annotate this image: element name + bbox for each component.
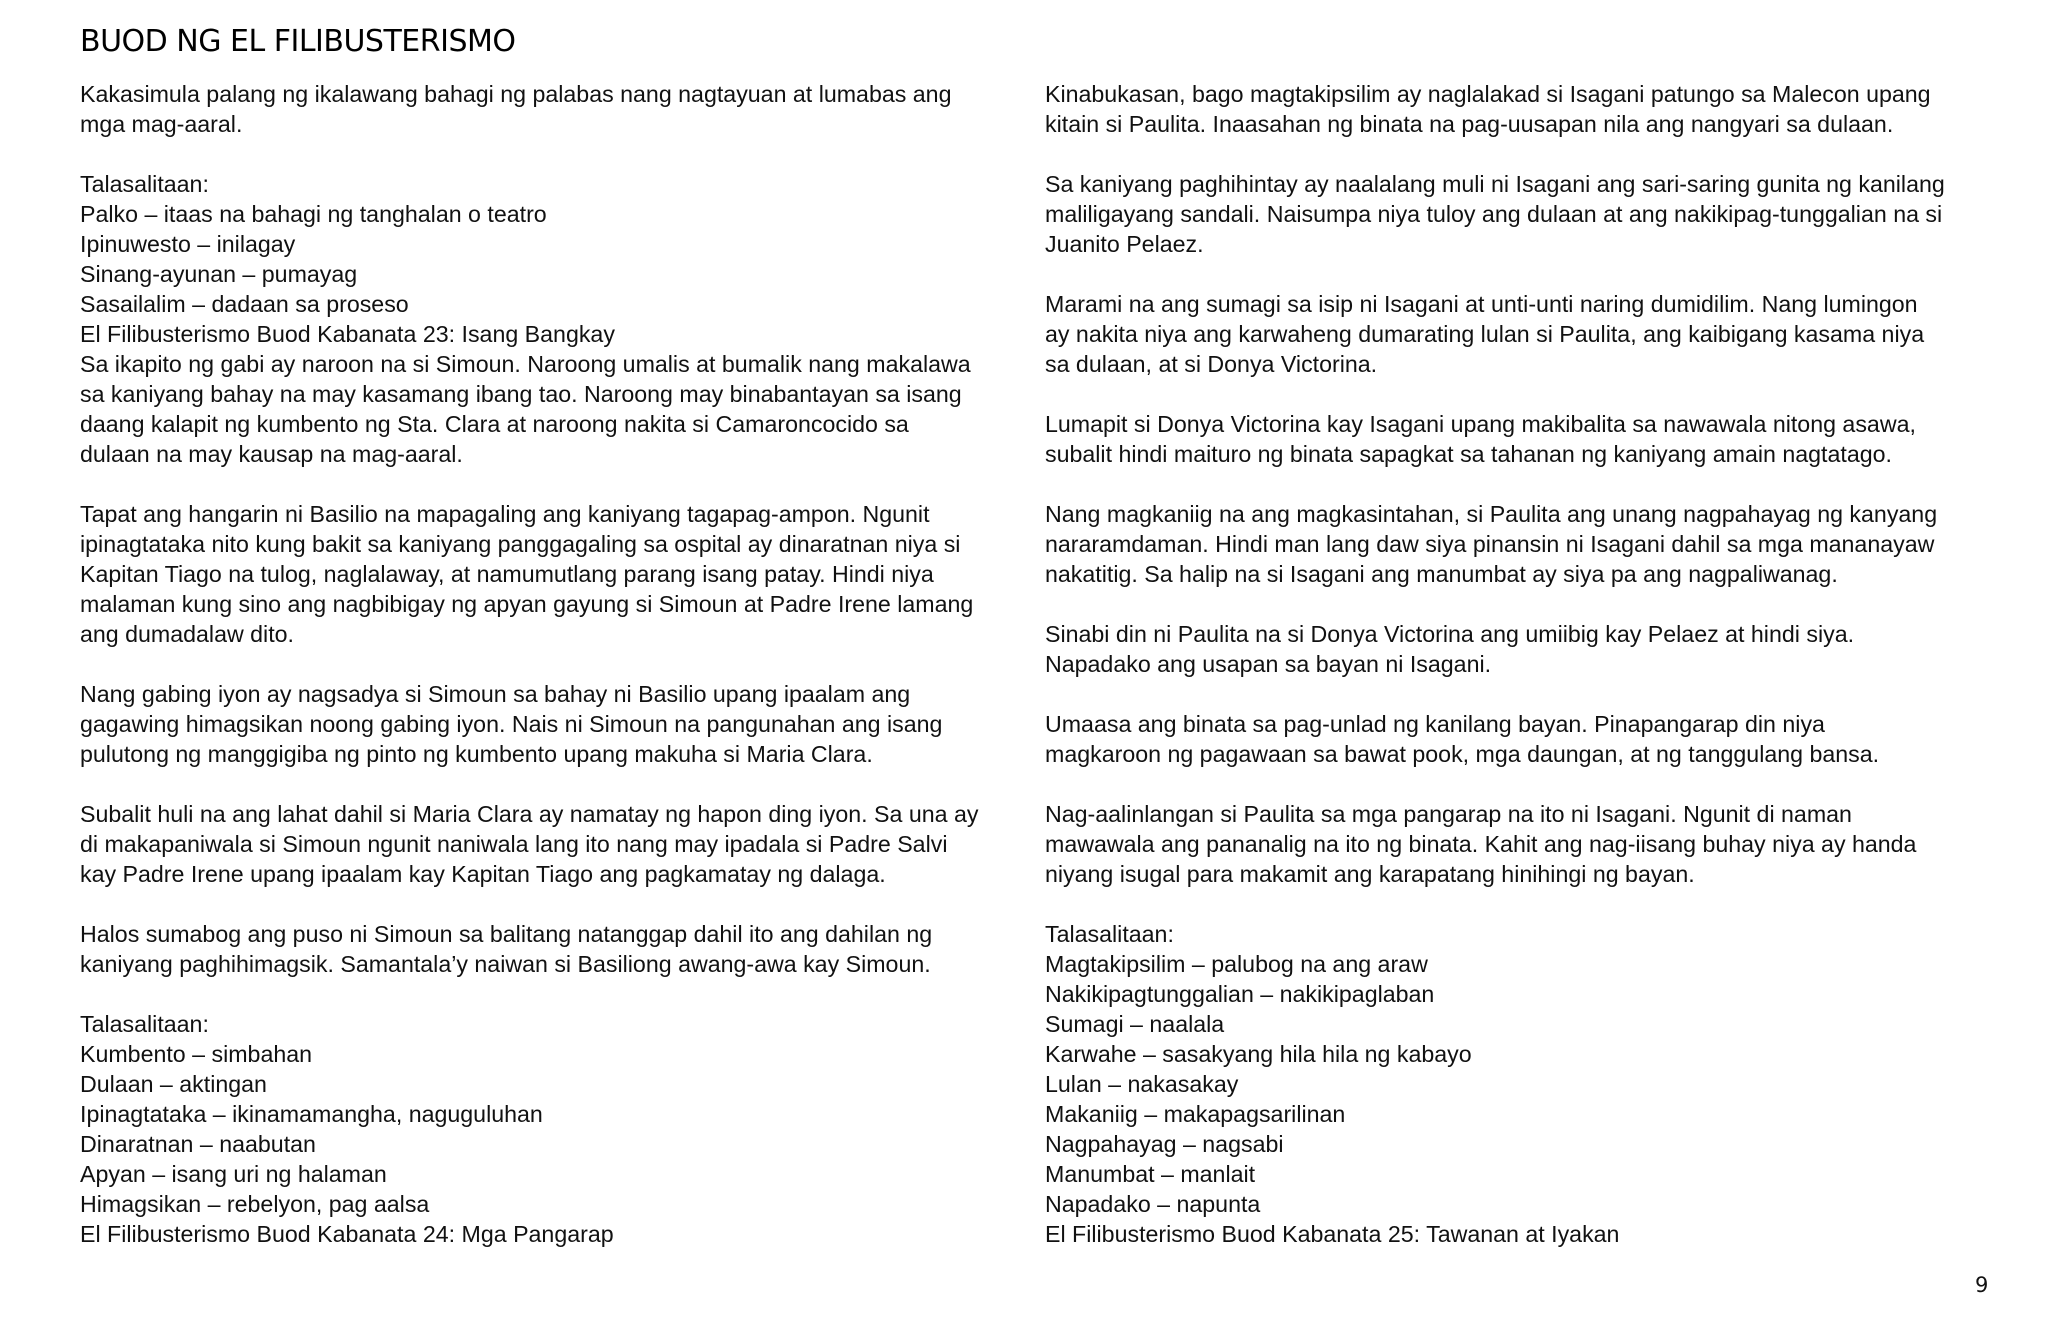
blank-line <box>80 889 1040 919</box>
text-line: Sinang-ayunan – pumayag <box>80 261 358 287</box>
text-line: Napadako ang usapan sa bayan ni Isagani. <box>1045 651 1492 677</box>
blank-line <box>80 979 1040 1009</box>
text-line: nakatitig. Sa halip na si Isagani ang manumbat ay siya pa ang nagpaliwanag. <box>1045 561 1838 587</box>
text-line: pulutong ng manggigiba ng pinto ng kumbento upang makuha si Maria Clara. <box>80 741 873 767</box>
text-line: Lumapit si Donya Victorina kay Isagani upang makibalita sa nawawala nitong asawa, <box>1045 411 1916 437</box>
text-line: Manumbat – manlait <box>1045 1161 1256 1187</box>
text-line: gagawing himagsikan noong gabing iyon. Nais ni Simoun na pangunahan ang isang <box>80 711 943 737</box>
text-line: maliligayang sandali. Naisumpa niya tuloy ang dulaan at ang nakikipag-tunggalian na si <box>1045 201 1943 227</box>
page-number: 9 <box>1975 1273 1989 1297</box>
text-line: Kakasimula palang ng ikalawang bahagi ng palabas nang nagtayuan at lumabas ang <box>80 81 952 107</box>
blank-line <box>80 649 1040 679</box>
text-line: Kapitan Tiago na tulog, naglalaway, at namumutlang parang isang patay. Hindi niya <box>80 561 934 587</box>
text-line: sa kaniyang bahay na may kasamang ibang tao. Naroong may binabantayan sa isang <box>80 381 962 407</box>
text-line: Nagpahayag – nagsabi <box>1045 1131 1284 1157</box>
text-line: El Filibusterismo Buod Kabanata 25: Tawanan at Iyakan <box>1045 1221 1620 1247</box>
text-line: El Filibusterismo Buod Kabanata 23: Isang Bangkay <box>80 321 615 347</box>
blank-line <box>1045 769 2005 799</box>
text-line: di makapaniwala si Simoun ngunit naniwala lang ito nang may ipadala si Padre Salvi <box>80 831 948 857</box>
text-line: Nang gabing iyon ay nagsadya si Simoun sa bahay ni Basilio upang ipaalam ang <box>80 681 911 707</box>
text-line: Juanito Pelaez. <box>1045 231 1204 257</box>
text-line: El Filibusterismo Buod Kabanata 24: Mga Pangarap <box>80 1221 614 1247</box>
text-line: kaniyang paghihimagsik. Samantala’y naiwan si Basiliong awang-awa kay Simoun. <box>80 951 931 977</box>
text-line: nararamdaman. Hindi man lang daw siya pinansin ni Isagani dahil sa mga mananayaw <box>1045 531 1935 557</box>
text-line: Ipinagtataka – ikinamamangha, naguguluhan <box>80 1101 543 1127</box>
blank-line <box>1045 679 2005 709</box>
text-line: Napadako – napunta <box>1045 1191 1261 1217</box>
text-line: mawawala ang pananalig na ito ng binata. Kahit ang nag-iisang buhay niya ay handa <box>1045 831 1917 857</box>
left-text-column <box>80 79 1040 1249</box>
text-line: Palko – itaas na bahagi ng tanghalan o teatro <box>80 201 547 227</box>
text-line: subalit hindi maituro ng binata sapagkat sa tahanan ng kaniyang amain nagtatago. <box>1045 441 1892 467</box>
text-line: Sa kaniyang paghihintay ay naalalang muli ni Isagani ang sari-saring gunita ng kanilang <box>1045 171 1945 197</box>
blank-line <box>80 469 1040 499</box>
text-line: Magtakipsilim – palubog na ang araw <box>1045 951 1428 977</box>
text-line: mga mag-aaral. <box>80 111 243 137</box>
text-line: Karwahe – sasakyang hila hila ng kabayo <box>1045 1041 1472 1067</box>
text-line: Sasailalim – dadaan sa proseso <box>80 291 409 317</box>
text-line: Halos sumabog ang puso ni Simoun sa balitang natanggap dahil ito ang dahilan ng <box>80 921 933 947</box>
text-line: magkaroon ng pagawaan sa bawat pook, mga daungan, at ng tanggulang bansa. <box>1045 741 1880 767</box>
text-line: Kinabukasan, bago magtakipsilim ay naglalakad si Isagani patungo sa Malecon upang <box>1045 81 1931 107</box>
text-line: Dulaan – aktingan <box>80 1071 267 1097</box>
text-line: kitain si Paulita. Inaasahan ng binata na pag-uusapan nila ang nangyari sa dulaan. <box>1045 111 1894 137</box>
text-line: Ipinuwesto – inilagay <box>80 231 296 257</box>
blank-line <box>1045 379 2005 409</box>
blank-line <box>1045 889 2005 919</box>
text-line: sa dulaan, at si Donya Victorina. <box>1045 351 1378 377</box>
text-line: malaman kung sino ang nagbibigay ng apyan gayung si Simoun at Padre Irene lamang <box>80 591 974 617</box>
page-title: BUOD NG EL FILIBUSTERISMO <box>80 24 516 59</box>
text-line: Sa ikapito ng gabi ay naroon na si Simoun. Naroong umalis at bumalik nang makalawa <box>80 351 971 377</box>
text-line: kay Padre Irene upang ipaalam kay Kapitan Tiago ang pagkamatay ng dalaga. <box>80 861 886 887</box>
blank-line <box>1045 259 2005 289</box>
text-line: Himagsikan – rebelyon, pag aalsa <box>80 1191 430 1217</box>
text-line: ang dumadalaw dito. <box>80 621 294 647</box>
text-line: ay nakita niya ang karwaheng dumarating lulan si Paulita, ang kaibigang kasama niya <box>1045 321 1925 347</box>
text-line: niyang isugal para makamit ang karapatang hinihingi ng bayan. <box>1045 861 1695 887</box>
text-line: Lulan – nakasakay <box>1045 1071 1239 1097</box>
text-line: Tapat ang hangarin ni Basilio na mapagaling ang kaniyang tagapag-ampon. Ngunit <box>80 501 930 527</box>
text-line: Sinabi din ni Paulita na si Donya Victorina ang umiibig kay Pelaez at hindi siya. <box>1045 621 1855 647</box>
text-line: Talasalitaan: <box>1045 921 1174 947</box>
text-line: dulaan na may kausap na mag-aaral. <box>80 441 463 467</box>
text-line: Umaasa ang binata sa pag-unlad ng kanilang bayan. Pinapangarap din niya <box>1045 711 1825 737</box>
text-line: Sumagi – naalala <box>1045 1011 1225 1037</box>
blank-line <box>80 139 1040 169</box>
text-line: daang kalapit ng kumbento ng Sta. Clara at naroong nakita si Camaroncocido sa <box>80 411 909 437</box>
blank-line <box>1045 589 2005 619</box>
text-line: Dinaratnan – naabutan <box>80 1131 316 1157</box>
blank-line <box>80 769 1040 799</box>
text-line: Talasalitaan: <box>80 1011 209 1037</box>
text-line: Subalit huli na ang lahat dahil si Maria Clara ay namatay ng hapon ding iyon. Sa una ay <box>80 801 979 827</box>
text-line: Apyan – isang uri ng halaman <box>80 1161 387 1187</box>
text-line: Marami na ang sumagi sa isip ni Isagani at unti-unti naring dumidilim. Nang lumingon <box>1045 291 1918 317</box>
text-line: Talasalitaan: <box>80 171 209 197</box>
text-line: Kumbento – simbahan <box>80 1041 313 1067</box>
text-line: Nang magkaniig na ang magkasintahan, si Paulita ang unang nagpahayag ng kanyang <box>1045 501 1938 527</box>
text-line: Makaniig – makapagsarilinan <box>1045 1101 1346 1127</box>
text-line: Nakikipagtunggalian – nakikipaglaban <box>1045 981 1435 1007</box>
text-line: Nag-aalinlangan si Paulita sa mga pangarap na ito ni Isagani. Ngunit di naman <box>1045 801 1852 827</box>
text-line: ipinagtataka nito kung bakit sa kaniyang panggagaling sa ospital ay dinaratnan niya si <box>80 531 961 557</box>
blank-line <box>1045 469 2005 499</box>
right-text-column <box>1045 79 2005 1249</box>
blank-line <box>1045 139 2005 169</box>
